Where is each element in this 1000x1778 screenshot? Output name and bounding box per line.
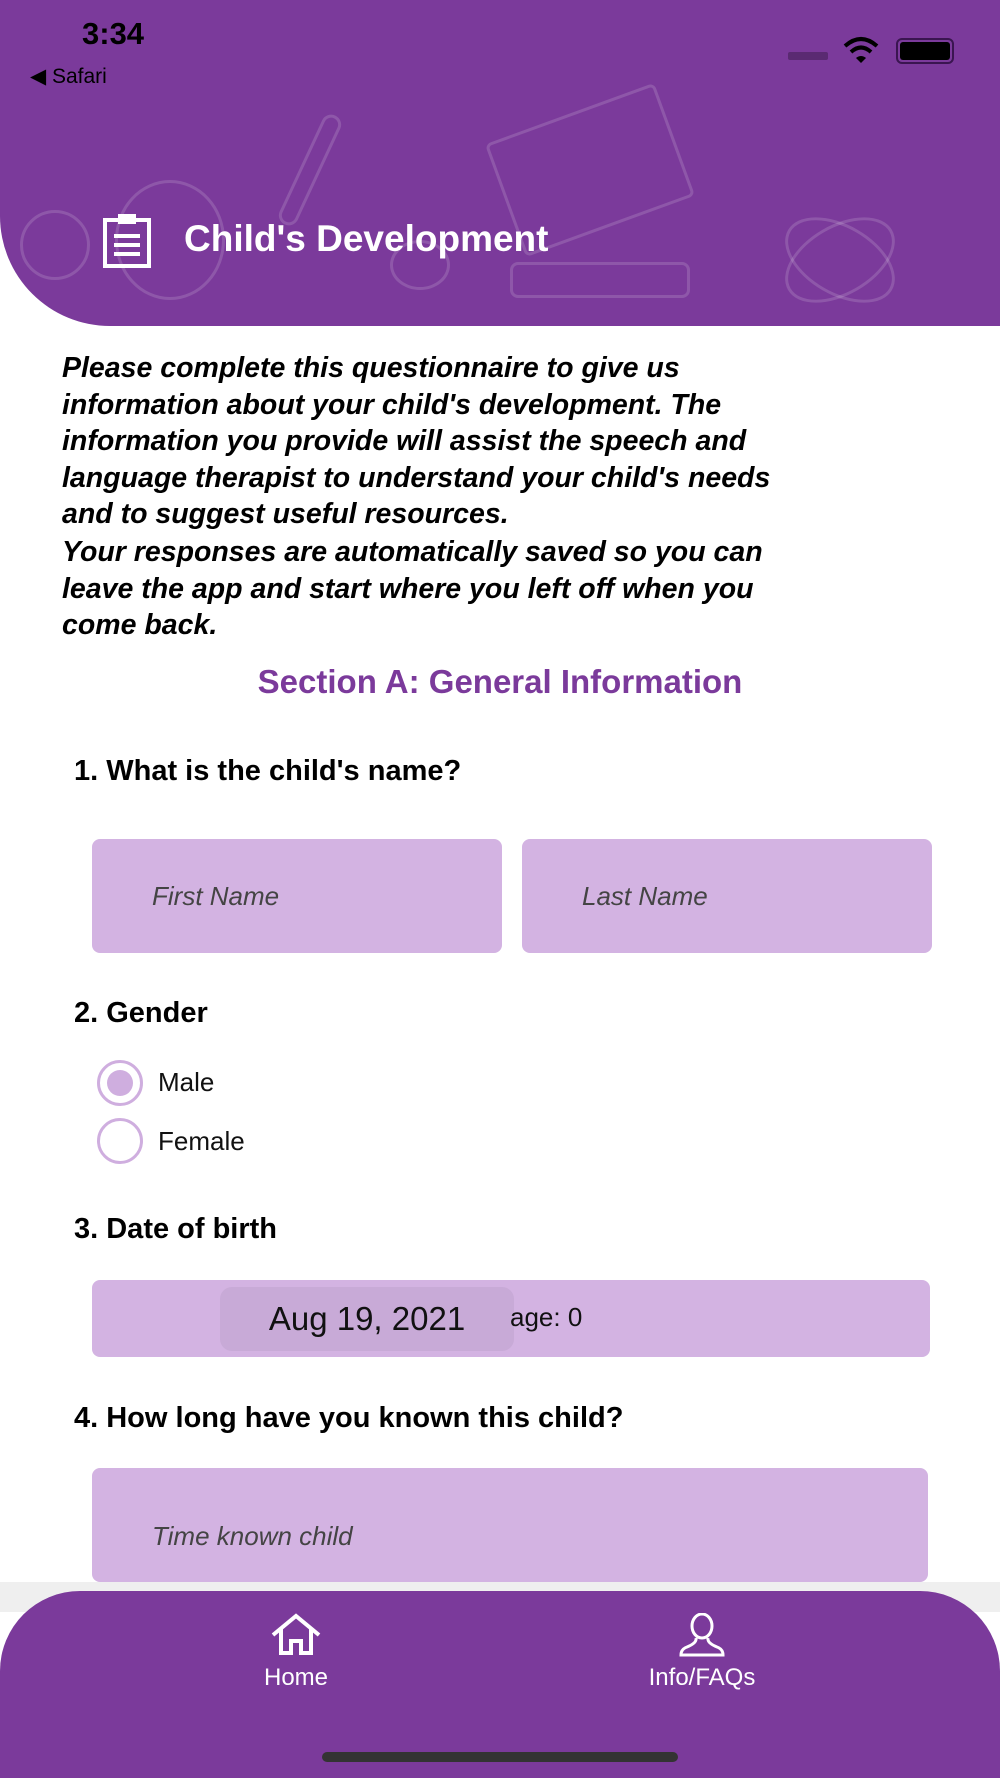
tab-info-faqs[interactable] — [602, 1613, 802, 1692]
tab-bar — [0, 1591, 1000, 1778]
home-icon — [269, 1613, 323, 1657]
intro-line: Your responses are automatically saved so you can — [62, 536, 763, 568]
intro-line: come back. — [62, 609, 218, 641]
age-label: age: 0 — [510, 1302, 583, 1332]
tab-home[interactable] — [196, 1613, 396, 1692]
tab-home-label: Home — [263, 1664, 329, 1691]
intro-line: and to suggest useful resources. — [62, 498, 509, 530]
intro-line: information about your child's development. The — [62, 388, 722, 421]
intro-line: leave the app and start where you left off when you — [62, 572, 754, 605]
radio-male-label[interactable]: Male — [158, 1067, 215, 1097]
tab-info-label: Info/FAQs — [648, 1664, 756, 1691]
page-title: Child's Development — [184, 218, 549, 259]
person-icon — [675, 1613, 729, 1657]
question-3-label: 3. Date of birth — [74, 1213, 278, 1245]
signal-icon — [788, 52, 828, 60]
date-of-birth-field — [92, 1280, 930, 1357]
back-to-safari[interactable]: ◀ Safari — [30, 65, 107, 88]
back-label: Safari — [51, 65, 107, 88]
battery-icon — [896, 38, 954, 64]
radio-male[interactable] — [97, 1060, 143, 1106]
intro-line: language therapist to understand your child's needs — [62, 461, 771, 494]
intro-paragraph-1 — [62, 350, 962, 533]
wifi-icon — [843, 36, 879, 64]
question-1-label: 1. What is the child's name? — [74, 755, 462, 787]
clipboard-icon — [102, 212, 152, 268]
time-known-input[interactable]: Time known child — [92, 1468, 928, 1582]
intro-paragraph-2 — [62, 534, 962, 644]
intro-line: information you provide will assist the speech and — [62, 425, 747, 457]
question-2-label: 2. Gender — [74, 997, 208, 1029]
question-4-label: 4. How long have you known this child? — [74, 1402, 624, 1434]
radio-female-label[interactable]: Female — [158, 1126, 245, 1156]
status-time: 3:34 — [82, 16, 145, 51]
date-picker-button[interactable]: Aug 19, 2021 — [220, 1287, 514, 1351]
last-name-input[interactable]: Last Name — [522, 839, 932, 953]
first-name-input[interactable]: First Name — [92, 839, 502, 953]
radio-female[interactable] — [97, 1118, 143, 1164]
intro-line: Please complete this questionnaire to give us — [62, 352, 680, 384]
section-title: Section A: General Information — [257, 663, 743, 700]
home-indicator[interactable] — [322, 1752, 678, 1762]
